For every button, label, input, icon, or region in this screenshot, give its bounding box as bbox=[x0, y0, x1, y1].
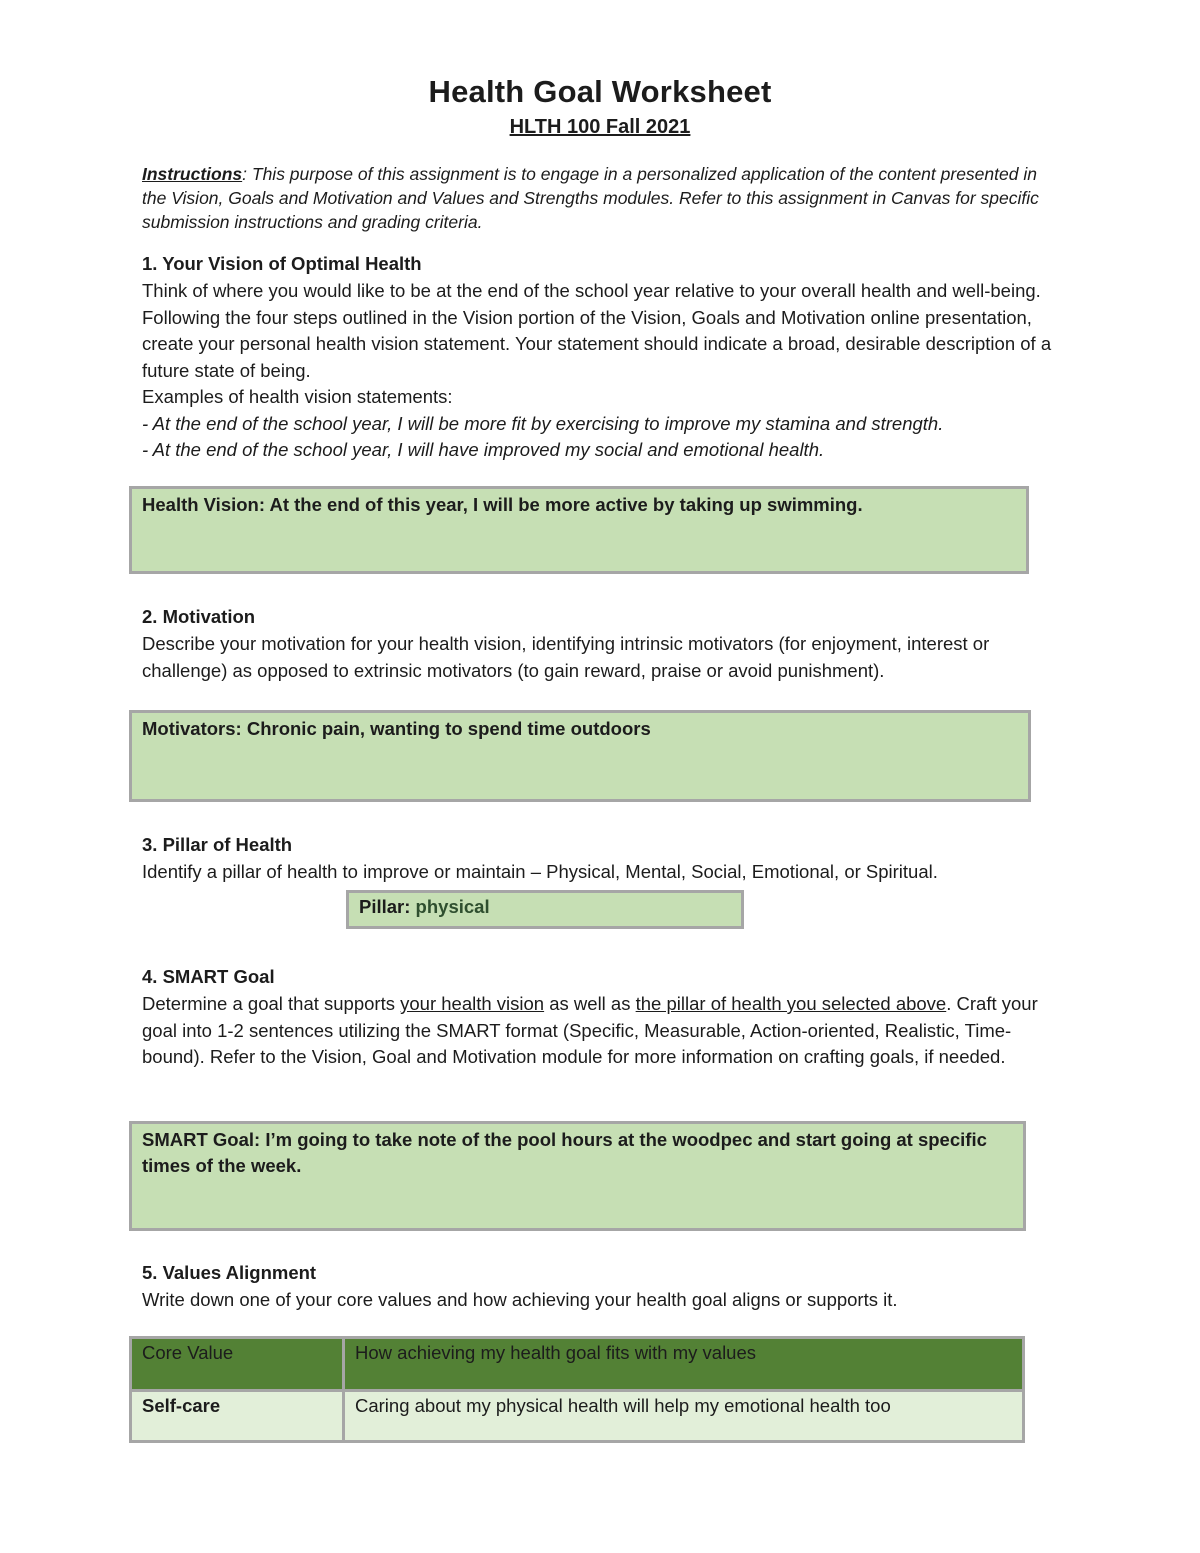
table-header-row bbox=[131, 1338, 1024, 1391]
motivators-box[interactable] bbox=[129, 710, 1031, 802]
smart-goal-box[interactable] bbox=[129, 1121, 1026, 1231]
health-vision-ref: your health vision bbox=[400, 993, 545, 1014]
pillar-box[interactable] bbox=[346, 890, 744, 929]
section-4-title: 4. SMART Goal bbox=[142, 966, 275, 987]
example-1: - At the end of the school year, I will be more fit by exercising to improve my stamina and strength. bbox=[142, 412, 944, 434]
section-4-body bbox=[142, 991, 1067, 1071]
pillar-ref: the pillar of health you selected above bbox=[635, 993, 947, 1014]
section-1-body bbox=[142, 278, 1067, 464]
section-2-body: Describe your motivation for your health vision, identifying intrinsic motivators (for enjoyment, interest or challenge) as opposed to extrinsic motivators (to gain reward, praise or avoid punishment). bbox=[142, 633, 990, 681]
values-table bbox=[129, 1336, 1025, 1443]
section-3-title: 3. Pillar of Health bbox=[142, 834, 293, 855]
section-2-title: 2. Motivation bbox=[142, 606, 256, 627]
table-row bbox=[131, 1391, 1024, 1442]
examples-label: Examples of health vision statements: bbox=[142, 386, 453, 407]
table-cell-alignment[interactable]: Caring about my physical health will help my emotional health too bbox=[344, 1391, 1024, 1442]
section-4-text-c: . Craft your goal into 1-2 sentences utilizing the SMART format (Specific, Measurable, Action-oriented, Realistic, Time-bound). Refer to the Vision, Goal and Motivation module for more information on crafting goals, if needed. bbox=[142, 993, 1038, 1067]
table-header-cell: How achieving my health goal fits with my values bbox=[344, 1338, 1024, 1391]
section-5-title: 5. Values Alignment bbox=[142, 1262, 317, 1283]
table-cell-core-value[interactable]: Self-care bbox=[131, 1391, 344, 1442]
instructions-text: : This purpose of this assignment is to engage in a personalized application of the content presented in the Vision, Goals and Motivation and Values and Strengths modules. Refer to this assignment in Canvas for specific submission instructions and grading criteria. bbox=[142, 164, 1039, 232]
pillar-value: physical bbox=[410, 896, 490, 917]
health-vision-answer: Health Vision: At the end of this year, I will be more active by taking up swimming. bbox=[142, 494, 863, 515]
section-3-body: Identify a pillar of health to improve or maintain – Physical, Mental, Social, Emotional, or Spiritual. bbox=[142, 861, 938, 882]
example-2: - At the end of the school year, I will have improved my social and emotional health. bbox=[142, 439, 825, 460]
motivators-answer: Motivators: Chronic pain, wanting to spend time outdoors bbox=[142, 718, 651, 739]
section-4-text-b: as well as bbox=[544, 993, 636, 1014]
section-1-text: Think of where you would like to be at the end of the school year relative to your overall health and well-being. Following the four steps outlined in the Vision portion of the Vision, Goals and Motivation online presentation, create your personal health vision statement. Your statement should indicate a broad, desirable description of a future state of being. bbox=[142, 280, 1052, 381]
section-1-title: 1. Your Vision of Optimal Health bbox=[142, 253, 422, 274]
section-4-text-a: Determine a goal that supports bbox=[142, 993, 401, 1014]
pillar-label: Pillar: bbox=[359, 896, 411, 917]
instructions-label: Instructions bbox=[142, 164, 243, 184]
smart-goal-answer: SMART Goal: I’m going to take note of the pool hours at the woodpec and start going at specific times of the week. bbox=[142, 1129, 987, 1176]
table-header-cell: Core Value bbox=[131, 1338, 344, 1391]
course-subtitle: HLTH 100 Fall 2021 bbox=[509, 116, 691, 138]
instructions bbox=[142, 162, 1062, 234]
health-vision-box[interactable] bbox=[129, 486, 1029, 574]
section-5-body: Write down one of your core values and how achieving your health goal aligns or supports it. bbox=[142, 1289, 898, 1310]
page-title: Health Goal Worksheet bbox=[428, 74, 772, 109]
